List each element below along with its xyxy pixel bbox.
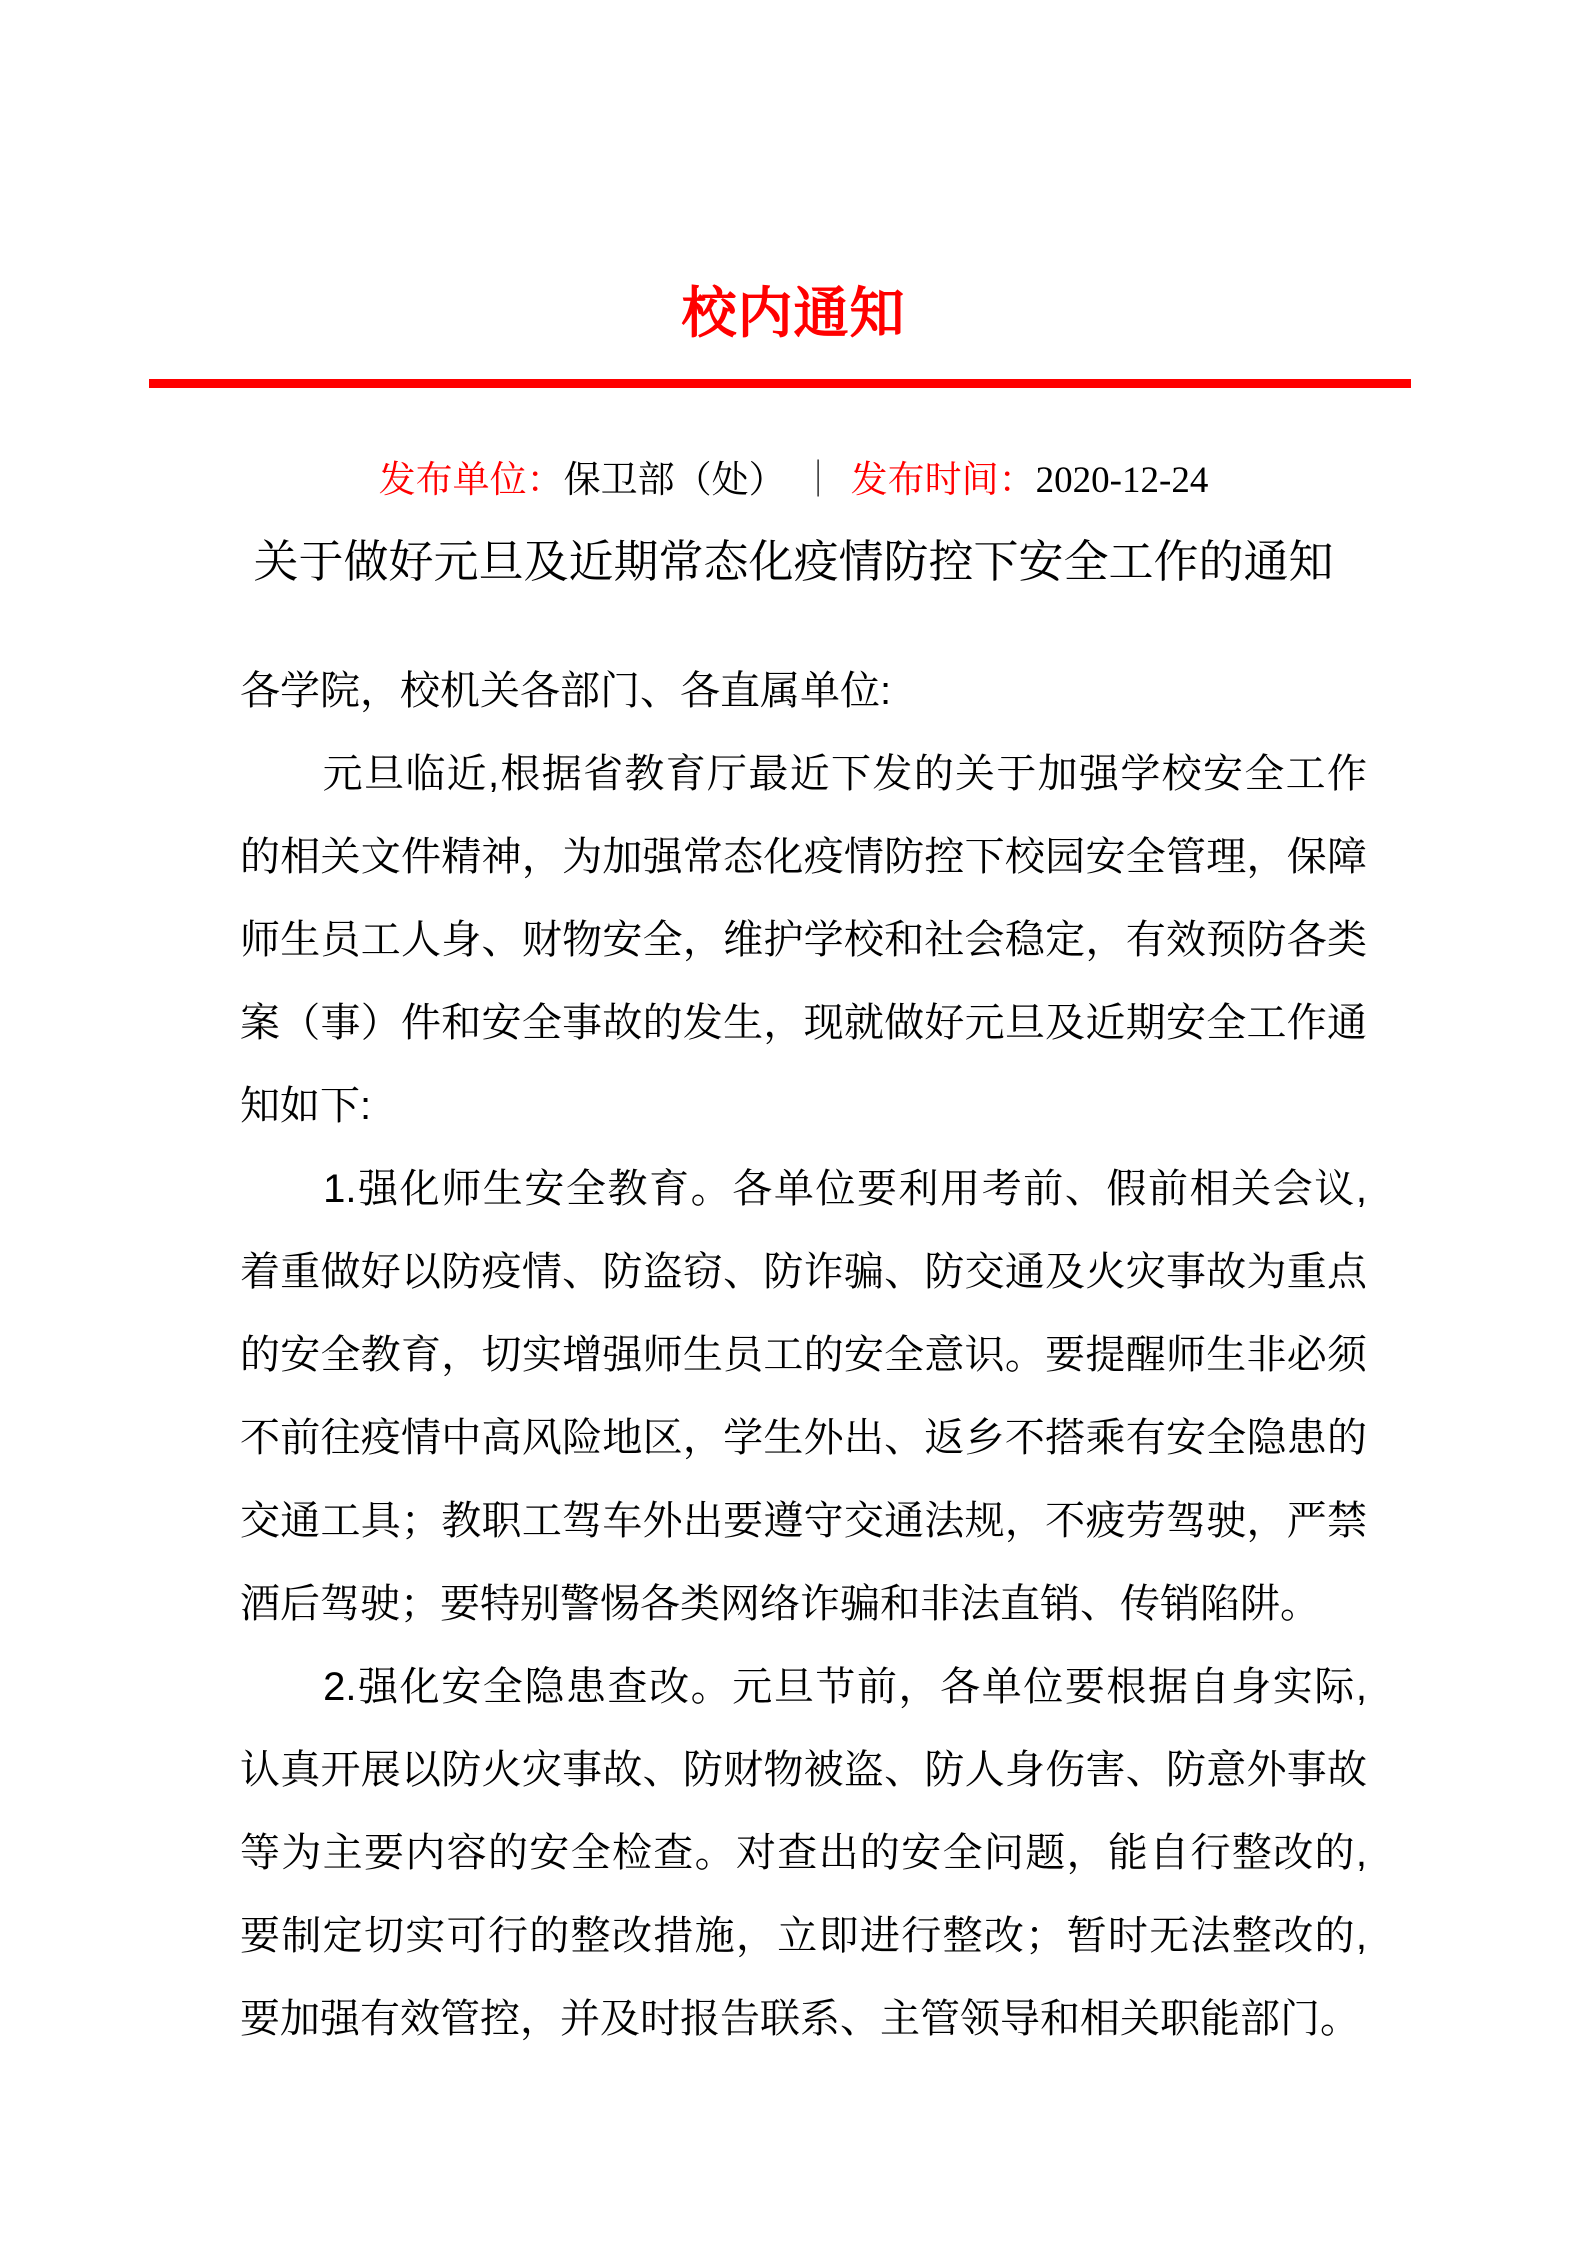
body-line: 认真开展以防火灾事故、防财物被盗、防人身伤害、防意外事故: [240, 1748, 1367, 1792]
body-line: 2.强化安全隐患查改。元旦节前，各单位要根据自身实际,: [240, 1665, 1367, 1709]
body-line: 各学院，校机关各部门、各直属单位:: [240, 669, 892, 713]
meta-divider: ｜: [799, 460, 837, 501]
notice-body: [240, 650, 1367, 2061]
body-line: 要制定切实可行的整改措施，立即进行整改；暂时无法整改的,: [240, 1914, 1367, 1958]
publish-date-value: 2020-12-24: [1035, 460, 1209, 501]
body-line: 的相关文件精神，为加强常态化疫情防控下校园安全管理，保障: [240, 835, 1367, 879]
body-line: 知如下:: [240, 1084, 372, 1128]
body-line: 交通工具；教职工驾车外出要遵守交通法规，不疲劳驾驶，严禁: [240, 1499, 1367, 1543]
red-divider-rule: [149, 379, 1411, 388]
publisher-value: 保卫部（处）: [563, 460, 786, 501]
document-title: 关于做好元旦及近期常态化疫情防控下安全工作的通知: [253, 537, 1334, 587]
body-line: 案（事）件和安全事故的发生，现就做好元旦及近期安全工作通: [240, 1001, 1367, 1045]
body-line: 1.强化师生安全教育。各单位要利用考前、假前相关会议,: [240, 1167, 1367, 1211]
body-line: 着重做好以防疫情、防盗窃、防诈骗、防交通及火灾事故为重点: [240, 1250, 1367, 1294]
publish-date-label: 发布时间：: [850, 460, 1036, 501]
publish-meta-row: [0, 460, 1587, 503]
body-line: 酒后驾驶；要特别警惕各类网络诈骗和非法直销、传销陷阱。: [240, 1582, 1320, 1626]
body-line: 不前往疫情中高风险地区，学生外出、返乡不搭乘有安全隐患的: [240, 1416, 1367, 1460]
body-line: 的安全教育，切实增强师生员工的安全意识。要提醒师生非必须: [240, 1333, 1367, 1377]
body-line: 元旦临近,根据省教育厅最近下发的关于加强学校安全工作: [240, 752, 1367, 796]
publisher-label: 发布单位：: [378, 460, 564, 501]
page-title: 校内通知: [681, 283, 906, 344]
body-line: 师生员工人身、财物安全，维护学校和社会稳定，有效预防各类: [240, 918, 1367, 962]
body-line: 要加强有效管控，并及时报告联系、主管领导和相关职能部门。: [240, 1997, 1360, 2041]
body-line: 等为主要内容的安全检查。对查出的安全问题，能自行整改的,: [240, 1831, 1367, 1875]
